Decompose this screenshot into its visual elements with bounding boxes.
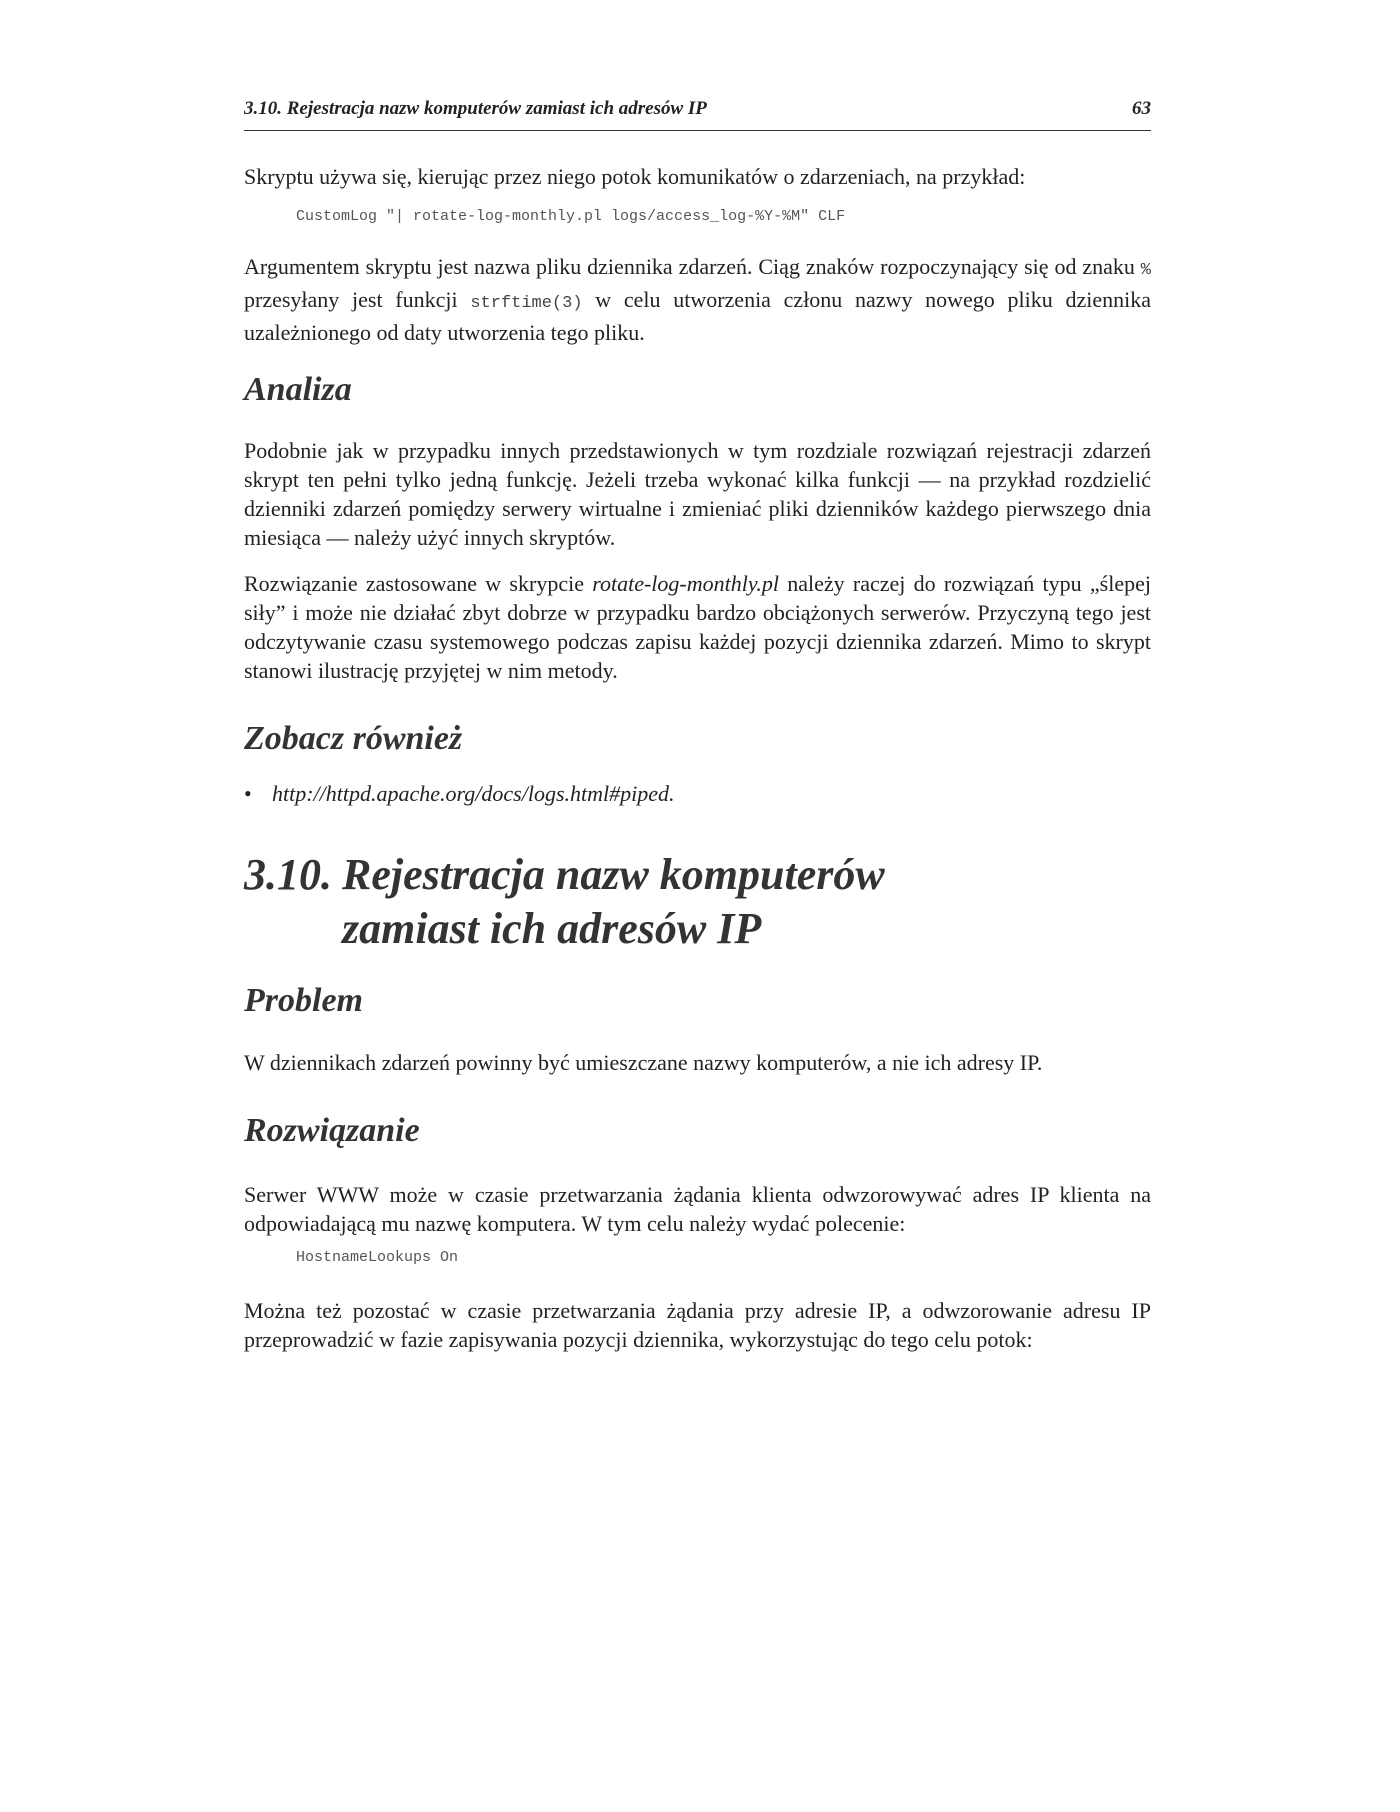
heading-analiza: Analiza [244,371,352,408]
text-run: przesyłany jest funkcji [244,287,471,312]
inline-code-percent: % [1140,261,1151,280]
bullet-icon: • [244,781,252,806]
section-title-line-1: Rejestracja nazw komputerów [342,850,885,899]
see-also-link[interactable]: http://httpd.apache.org/docs/logs.html#piped. [272,781,675,806]
see-also-list-item [244,781,675,807]
page-number: 63 [1132,98,1151,119]
section-title [244,848,885,956]
problem-paragraph: W dziennikach zdarzeń powinny być umieszczane nazwy komputerów, a nie ich adresy IP. [244,1050,1043,1075]
heading-zobacz-rowniez: Zobacz również [244,720,463,757]
rozwiazanie-paragraph-2: Można też pozostać w czasie przetwarzania żądania przy adresie IP, a odwzorowanie adresu IP przeprowadzić w fazie zapisywania pozycji dziennika, wykorzystując do tego celu potok: [244,1298,1151,1352]
code-hostnamelookups: HostnameLookups On [296,1249,459,1266]
text-run: Argumentem skryptu jest nazwa pliku dziennika zdarzeń. Ciąg znaków rozpoczynający się od znaku [244,254,1141,279]
analiza-paragraph-2 [244,569,1151,685]
text-run: w celu utworzenia członu nazwy nowego pliku dziennika uzależnionego od daty utworzenia tego pliku. [244,287,1151,345]
intro-paragraph-2 [244,252,1151,347]
intro-paragraph: Skryptu używa się, kierując przez niego potok komunikatów o zdarzeniach, na przykład: [244,164,1026,189]
text-run: Rozwiązanie zastosowane w skrypcie [244,571,593,596]
text-run: należy raczej do rozwiązań typu „ślepej siły” i może nie działać zbyt dobrze w przypadku bardzo obciążonych serwerów. Przyczyną tego jest odczytywanie czasu systemowego podczas zapisu każdej pozycji dziennika zdarzeń. Mimo to skrypt stanowi ilustrację przyjętej w nim metody. [244,571,1151,683]
rozwiazanie-paragraph-1: Serwer WWW może w czasie przetwarzania żądania klienta odwzorowywać adres IP klienta na odpowiadającą mu nazwę komputera. W tym celu należy wydać polecenie: [244,1182,1151,1236]
heading-problem: Problem [244,982,363,1019]
running-header-title: 3.10. Rejestracja nazw komputerów zamiast ich adresów IP [244,98,707,119]
inline-code-strftime: strftime(3) [470,294,583,313]
filename: rotate-log-monthly.pl [592,571,779,596]
analiza-paragraph-1: Podobnie jak w przypadku innych przedstawionych w tym rozdziale rozwiązań rejestracji zdarzeń skrypt ten pełni tylko jedną funkcję. Jeżeli trzeba wykonać kilka funkcji — na przykład rozdzielić dzienniki zdarzeń pomiędzy serwery wirtualne i zmieniać pliki dzienników każdego pierwszego dnia miesiąca — należy użyć innych skryptów. [244,438,1151,550]
section-title-line-2: zamiast ich adresów IP [342,904,762,953]
code-customlog: CustomLog "| rotate-log-monthly.pl logs/access_log-%Y-%M" CLF [296,208,846,225]
section-number: 3.10. [244,850,332,899]
running-header [244,96,1151,131]
heading-rozwiazanie: Rozwiązanie [244,1112,420,1149]
